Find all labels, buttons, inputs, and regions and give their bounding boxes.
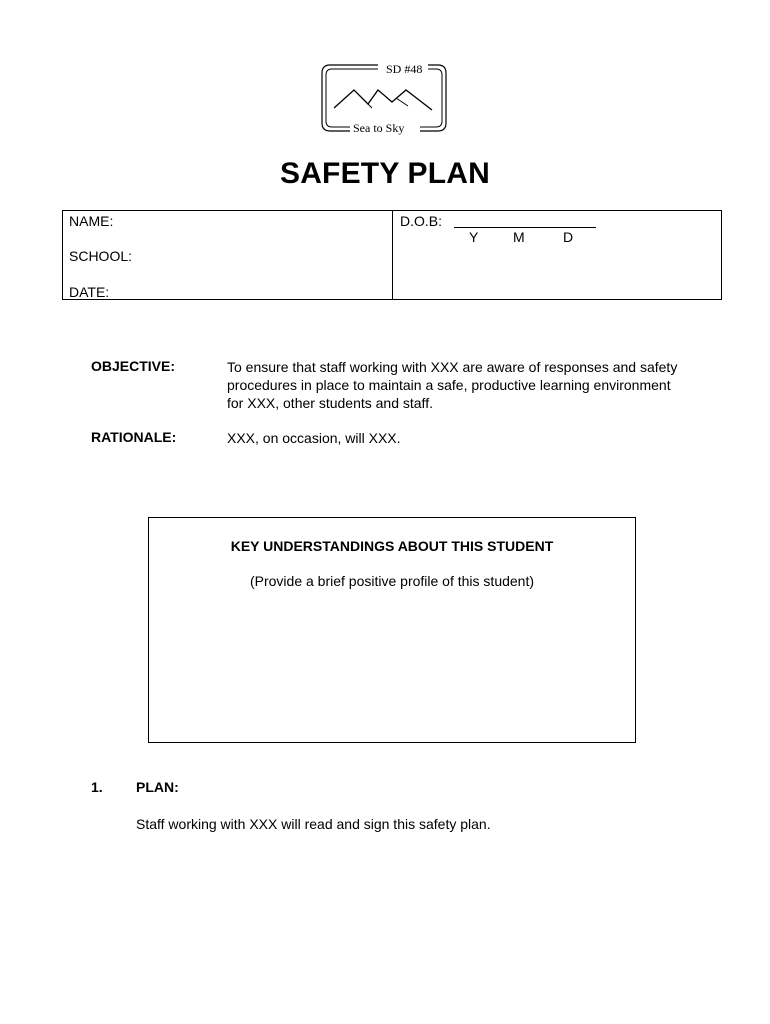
key-understandings-title: KEY UNDERSTANDINGS ABOUT THIS STUDENT xyxy=(230,538,554,554)
page-title: SAFETY PLAN xyxy=(279,157,490,190)
dob-month-label: M xyxy=(513,229,525,245)
dob-day-label: D xyxy=(563,229,574,245)
student-info-table xyxy=(62,210,722,300)
logo-bottom-text: Sea to Sky xyxy=(353,121,405,135)
rationale-text: XXX, on occasion, will XXX. xyxy=(227,430,401,446)
dob-year-label: Y xyxy=(469,229,479,245)
logo-top-text: SD #48 xyxy=(386,62,423,76)
key-understandings-box xyxy=(148,517,636,743)
school-field-label: SCHOOL: xyxy=(69,248,133,264)
dob-entry-line[interactable] xyxy=(454,227,596,228)
rationale-label: RATIONALE: xyxy=(91,429,177,445)
date-field-label: DATE: xyxy=(69,284,110,300)
objective-text: To ensure that staff working with XXX are aware of responses and safety procedures in place to maintain a safe, productive learning environment for XXX, other students and staff. xyxy=(227,359,678,411)
dob-field-label: D.O.B: xyxy=(400,213,443,229)
key-understandings-instructions: (Provide a brief positive profile of this student) xyxy=(249,573,535,589)
table-divider xyxy=(392,211,393,299)
plan-section-text: Staff working with XXX will read and sign this safety plan. xyxy=(136,816,491,832)
plan-section-number: 1. xyxy=(91,779,103,795)
plan-section-heading: PLAN: xyxy=(136,779,179,795)
district-logo xyxy=(320,62,448,136)
objective-label: OBJECTIVE: xyxy=(91,358,176,374)
name-field-label: NAME: xyxy=(69,213,114,229)
